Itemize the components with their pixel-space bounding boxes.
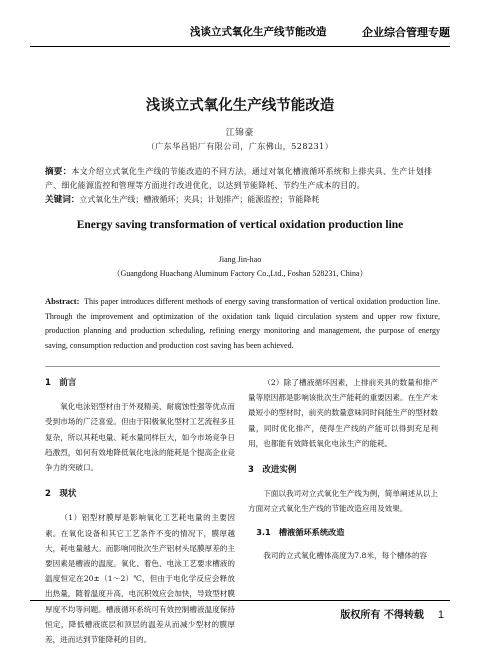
abstract-en-text: This paper introduces different methods of energy saving transformation of vertical oxidation production line. Through the improvement and optimization of the oxidation tank liquid circulation system and upper row fixture, production planning and production scheduling, refining energy monitoring and management, the purpose of energy saving, consumption reduction and production cost saving has been achieved. <box>45 297 440 350</box>
article-title-cn: 浅谈立式氧化生产线节能改造 <box>145 97 335 114</box>
abstract-en <box>45 294 440 353</box>
author-cn: 江锦豪 <box>225 128 255 138</box>
affiliation-en: （Guangdong Huachang Aluminum Factory Co.,Ltd., Foshan 528231, China） <box>112 269 368 278</box>
footer-rule <box>30 600 450 601</box>
affiliation-cn: （广东华昌铝厂有限公司，广东佛山，528231） <box>146 142 334 151</box>
abstract-cn-text: 本文介绍立式氧化生产线的节能改造的不同方法，通过对氧化槽液循环系统和上排夹具、生产计划排产、细化能源监控和管理等方面进行改进优化，以达到节能降耗、节约生产成本的目的。 <box>45 167 433 190</box>
section-2-heading: 2 现状 <box>45 489 77 500</box>
section-1-paragraph: 氧化电泳铝型材由于外观精美、耐腐蚀性强等优点而受到市场的广泛喜爱。但由于阳极氧化型材工艺流程多且复杂，所以其耗电量、耗水量同样巨大，如今市场竞争日趋激烈，如何有效地降低氧化电泳的能耗是个提高企业竞争力的突破口。 <box>45 402 235 473</box>
section-3-heading: 3 改进实例 <box>248 465 297 476</box>
body-column-left <box>45 376 235 645</box>
section-3-paragraph: 下面以我司对立式氧化生产线为例，简单阐述从以上方面对立式氧化生产线的节能改造应用及效果。 <box>248 489 438 514</box>
article-title-en: Energy saving transformation of vertical oxidation production line <box>76 219 404 231</box>
page-number: 1 <box>437 609 444 621</box>
abstract-cn-label: 摘要： <box>45 167 72 177</box>
section-2-paragraph-1: （1）铝型材膜厚是影响氧化工艺耗电量的主要因素。在氧化设备和其它工艺条件不变的情况下，膜厚越大，耗电量越大。而影响同批次生产铝材头尾膜厚差的主要因素是槽液的温度。氧化、着色、电泳工艺要求槽液的温度恒定在20±（1～2）℃，但由于电化学反应会释放出热量，随着温度升高，电沉积效应会加快，导致型材膜厚度不均等问题。槽液循环系统可有效控制槽液温度保持恒定，降低槽液底层和顶层的温差从而减少型材的膜厚差，进而达到节能降耗的目的。 <box>45 513 235 645</box>
abstract-cn <box>45 165 440 193</box>
section-3-1-heading: 3.1 槽液循环系统改造 <box>256 526 345 537</box>
copyright-notice: 版权所有 不得转载 <box>340 610 424 621</box>
section-3-1-paragraph: 我司的立式氧化槽体高度为7.8米，每个槽体的容 <box>263 550 428 560</box>
section-1-heading: 1 前言 <box>45 378 77 388</box>
keywords-cn-label: 关键词： <box>45 195 80 205</box>
abstract-divider <box>45 366 440 367</box>
header-article-title: 浅谈立式氧化生产线节能改造 <box>190 26 327 38</box>
abstract-en-label: Abstract: <box>45 296 80 306</box>
keywords-cn <box>45 193 440 207</box>
body-column-right <box>248 376 438 563</box>
running-header <box>30 24 450 40</box>
header-section-name: 企业综合管理专题 <box>362 26 450 39</box>
header-rule <box>30 46 450 47</box>
page-footer <box>340 606 444 621</box>
author-en: Jiang Jin-hao <box>218 255 262 264</box>
keywords-cn-text: 立式氧化生产线；槽液循环；夹具；计划排产；能源监控；节能降耗 <box>79 195 320 204</box>
section-2-paragraph-2: （2）除了槽液循环因素，上排前夹具的数量和排产量等原因都是影响该批次生产能耗的重要因素。在生产未最短小的型材时，前夹的数量意味同时间能生产的型材数量，同时优化排产，使得生产线的产能可以得到充足利用，也都能有效降低氧化电泳生产的能耗。 <box>248 378 438 448</box>
